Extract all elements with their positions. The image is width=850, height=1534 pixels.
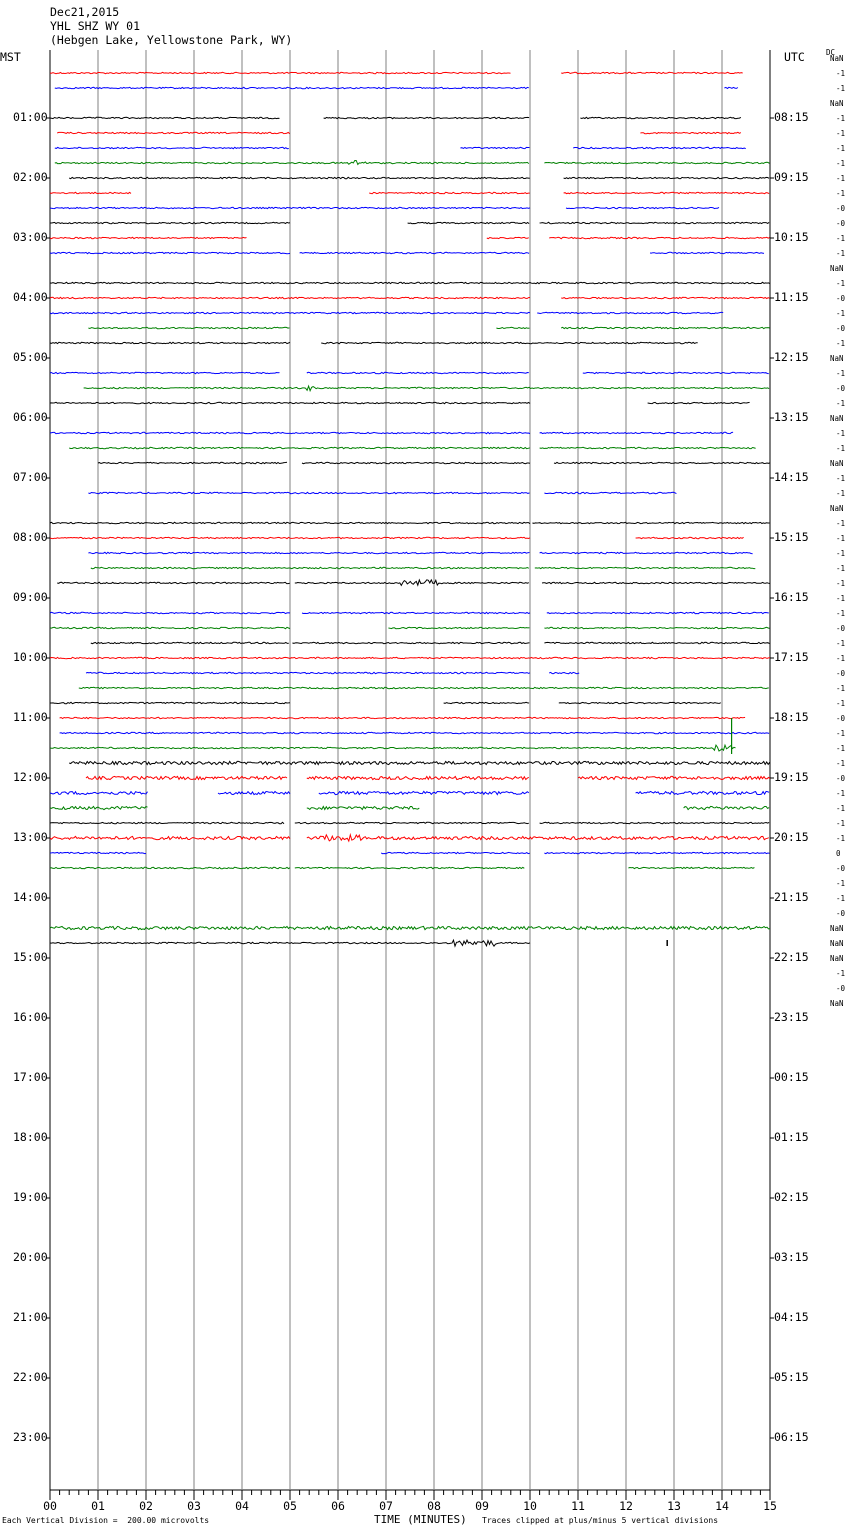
dc-offset-value: -1	[836, 549, 846, 558]
x-tick-label: 01	[91, 1499, 105, 1513]
trace-segment	[69, 177, 530, 178]
trace-segment	[50, 342, 290, 343]
x-tick-label: 11	[571, 1499, 585, 1513]
dc-offset-value: -1	[836, 174, 846, 183]
trace-segment	[561, 297, 770, 298]
mst-axis-title: MST	[0, 50, 21, 64]
utc-hour-label: 06:15	[774, 1430, 809, 1444]
dc-offset-value: -1	[836, 114, 846, 123]
utc-hour-label: 10:15	[774, 230, 809, 244]
station-code: YHL SHZ WY 01	[50, 19, 141, 33]
trace-segment	[60, 717, 746, 718]
trace-segment	[302, 462, 530, 463]
dc-offset-value: -0	[836, 384, 846, 393]
dc-offset-value: -1	[836, 69, 846, 78]
dc-offset-value: -1	[836, 744, 846, 753]
x-tick-label: 12	[619, 1499, 633, 1513]
trace-segment	[559, 702, 721, 703]
trace-segment	[532, 522, 769, 523]
mst-hour-label: 05:00	[13, 350, 48, 364]
dc-offset-value: -1	[836, 894, 846, 903]
trace-segment	[636, 537, 744, 538]
x-tick-label: 14	[715, 1499, 729, 1513]
trace-segment	[50, 222, 290, 223]
trace-segment	[295, 867, 525, 868]
trace-segment	[544, 492, 676, 493]
mst-hour-label: 21:00	[13, 1310, 48, 1324]
dc-offset-value: -0	[836, 669, 846, 678]
dc-offset-value: -0	[836, 984, 846, 993]
dc-column-title: DC	[826, 48, 836, 57]
dc-offset-value: -1	[836, 609, 846, 618]
trace-segment	[650, 252, 764, 253]
trace-segment	[79, 687, 769, 688]
dc-offset-value: -1	[836, 129, 846, 138]
dc-offset-value: -1	[836, 579, 846, 588]
mst-hour-label: 20:00	[13, 1250, 48, 1264]
utc-hour-label: 19:15	[774, 770, 809, 784]
trace-segment	[86, 776, 287, 779]
dc-offset-value: -1	[836, 594, 846, 603]
dc-offset-value: -1	[836, 804, 846, 813]
x-tick-label: 13	[667, 1499, 681, 1513]
trace-segment	[319, 791, 529, 794]
mst-hour-label: 23:00	[13, 1430, 48, 1444]
scale-note: Each Vertical Division = 200.00 microvolts	[2, 1516, 210, 1525]
dc-offset-value: -1	[836, 699, 846, 708]
station-location: (Hebgen Lake, Yellowstone Park, WY)	[50, 33, 293, 47]
mst-hour-label: 13:00	[13, 830, 48, 844]
utc-hour-label: 12:15	[774, 350, 809, 364]
mst-hour-label: 01:00	[13, 110, 48, 124]
dc-offset-value: -1	[836, 234, 846, 243]
dc-offset-value: NaN	[830, 459, 844, 468]
trace-segment	[388, 627, 529, 628]
dc-offset-value: -1	[836, 369, 846, 378]
trace-segment	[91, 642, 289, 643]
dc-offset-value: -1	[836, 654, 846, 663]
mst-hour-label: 14:00	[13, 890, 48, 904]
dc-offset-value: -1	[836, 879, 846, 888]
trace-segment	[549, 237, 770, 238]
trace-segment	[564, 177, 770, 178]
dc-offset-value: -1	[836, 684, 846, 693]
utc-hour-label: 20:15	[774, 830, 809, 844]
trace-segment	[381, 852, 530, 853]
mst-hour-label: 18:00	[13, 1130, 48, 1144]
trace-segment	[98, 462, 287, 463]
trace-segment	[292, 642, 529, 643]
trace-segment	[724, 87, 738, 88]
trace-segment	[88, 327, 289, 328]
dc-offset-value: -0	[836, 909, 846, 918]
dc-offset-value: NaN	[830, 954, 844, 963]
trace-segment	[55, 161, 529, 165]
dc-offset-value: -1	[836, 399, 846, 408]
trace-segment	[50, 836, 290, 839]
dc-offset-value: -1	[836, 279, 846, 288]
dc-offset-value: -0	[836, 864, 846, 873]
x-tick-label: 10	[523, 1499, 537, 1513]
dc-offset-value: -1	[836, 144, 846, 153]
dc-offset-value: -0	[836, 204, 846, 213]
trace-segment	[302, 612, 530, 613]
trace-segment	[549, 672, 579, 673]
mst-hour-label: 15:00	[13, 950, 48, 964]
dc-offset-value: NaN	[830, 264, 844, 273]
trace-segment	[218, 792, 290, 795]
mst-hour-label: 07:00	[13, 470, 48, 484]
utc-hour-label: 04:15	[774, 1310, 809, 1324]
x-tick-label: 04	[235, 1499, 249, 1513]
trace-segment	[50, 117, 280, 118]
trace-segment	[50, 657, 770, 658]
trace-segment	[307, 372, 529, 373]
dc-offset-value: -1	[836, 189, 846, 198]
trace-segment	[540, 432, 734, 433]
dc-offset-value: -0	[836, 714, 846, 723]
utc-hour-label: 17:15	[774, 650, 809, 664]
x-tick-label: 02	[139, 1499, 153, 1513]
trace-segment	[564, 192, 770, 193]
dc-offset-value: -1	[836, 444, 846, 453]
utc-hour-label: 21:15	[774, 890, 809, 904]
trace-segment	[50, 926, 770, 929]
trace-segment	[57, 132, 290, 133]
mst-hour-label: 17:00	[13, 1070, 48, 1084]
x-tick-label: 09	[475, 1499, 489, 1513]
trace-segment	[540, 822, 770, 823]
trace-segment	[50, 372, 280, 373]
mst-hour-label: 09:00	[13, 590, 48, 604]
dc-offset-value: NaN	[830, 354, 844, 363]
trace-segment	[50, 822, 284, 823]
trace-segment	[300, 252, 529, 253]
trace-segment	[580, 117, 741, 118]
dc-offset-value: -1	[836, 789, 846, 798]
utc-hour-label: 05:15	[774, 1370, 809, 1384]
dc-offset-value: NaN	[830, 504, 844, 513]
dc-offset-value: NaN	[830, 99, 844, 108]
trace-segment	[60, 732, 770, 733]
utc-hour-label: 14:15	[774, 470, 809, 484]
trace-segment	[583, 372, 769, 373]
utc-hour-label: 18:15	[774, 710, 809, 724]
dc-offset-value: -1	[836, 249, 846, 258]
dc-offset-value: -1	[836, 159, 846, 168]
trace-segment	[84, 386, 770, 391]
utc-hour-label: 03:15	[774, 1250, 809, 1264]
mst-hour-label: 08:00	[13, 530, 48, 544]
trace-segment	[50, 702, 290, 703]
dc-offset-value: NaN	[830, 924, 844, 933]
trace-segment	[566, 207, 719, 208]
trace-segment	[648, 402, 750, 403]
trace-segment	[55, 87, 529, 88]
trace-segment	[55, 147, 289, 148]
trace-segment	[88, 492, 529, 493]
mst-hour-label: 04:00	[13, 290, 48, 304]
utc-hour-label: 16:15	[774, 590, 809, 604]
dc-offset-value: NaN	[830, 999, 844, 1008]
trace-segment	[50, 745, 736, 751]
trace-segment	[50, 806, 148, 809]
trace-segment	[307, 835, 769, 841]
dc-offset-value: NaN	[830, 939, 844, 948]
x-tick-label: 00	[43, 1499, 57, 1513]
trace-segment	[561, 327, 770, 328]
dc-offset-value: -1	[836, 759, 846, 768]
trace-segment	[69, 447, 530, 448]
trace-segment	[540, 222, 770, 223]
dc-offset-value: -1	[836, 429, 846, 438]
utc-hour-label: 00:15	[774, 1070, 809, 1084]
trace-segment	[496, 327, 529, 328]
trace-segment	[540, 447, 756, 448]
dc-offset-value: -0	[836, 219, 846, 228]
mst-hour-label: 06:00	[13, 410, 48, 424]
trace-segment	[321, 342, 698, 343]
utc-hour-label: 08:15	[774, 110, 809, 124]
trace-segment	[561, 72, 743, 73]
trace-segment	[628, 867, 754, 868]
utc-axis-title: UTC	[784, 50, 805, 64]
trace-segment	[50, 252, 290, 253]
trace-segment	[537, 312, 723, 313]
x-tick-label: 03	[187, 1499, 201, 1513]
trace-segment	[636, 791, 770, 794]
x-tick-label: 06	[331, 1499, 345, 1513]
chart-date: Dec21,2015	[50, 5, 120, 19]
trace-segment	[444, 702, 529, 703]
dc-offset-value: 0	[836, 849, 841, 858]
trace-segment	[324, 117, 529, 118]
trace-segment	[295, 822, 529, 823]
dc-offset-value: -1	[836, 729, 846, 738]
mst-hour-label: 12:00	[13, 770, 48, 784]
trace-segment	[487, 237, 529, 238]
clip-note: Traces clipped at plus/minus 5 vertical divisions	[482, 1516, 719, 1525]
trace-segment	[408, 222, 529, 223]
dc-offset-value: -0	[836, 324, 846, 333]
x-tick-label: 07	[379, 1499, 393, 1513]
mst-hour-label: 11:00	[13, 710, 48, 724]
trace-segment	[50, 192, 131, 193]
trace-segment	[57, 582, 290, 583]
trace-segment	[547, 612, 769, 613]
x-tick-label: 15	[763, 1499, 777, 1513]
trace-segment	[86, 672, 530, 673]
trace-segment	[91, 567, 529, 568]
trace-segment	[50, 792, 148, 795]
dc-offset-value: -1	[836, 534, 846, 543]
trace-segment	[307, 776, 529, 779]
mst-hour-label: 22:00	[13, 1370, 48, 1384]
x-tick-label: 05	[283, 1499, 297, 1513]
trace-segment	[50, 237, 247, 238]
trace-segment	[69, 761, 770, 764]
mst-hour-label: 03:00	[13, 230, 48, 244]
trace-segment	[684, 806, 770, 809]
dc-offset-value: -1	[836, 564, 846, 573]
mst-hour-label: 19:00	[13, 1190, 48, 1204]
utc-hour-label: 01:15	[774, 1130, 809, 1144]
trace-segment	[50, 627, 290, 628]
trace-segment	[50, 282, 770, 283]
trace-segment	[50, 867, 290, 868]
utc-hour-label: 02:15	[774, 1190, 809, 1204]
dc-offset-value: -1	[836, 639, 846, 648]
dc-offset-value: -1	[836, 474, 846, 483]
trace-segment	[540, 552, 753, 553]
dc-offset-value: -1	[836, 339, 846, 348]
dc-offset-value: -0	[836, 294, 846, 303]
utc-hour-label: 15:15	[774, 530, 809, 544]
dc-offset-value: -1	[836, 519, 846, 528]
trace-segment	[88, 552, 529, 553]
trace-segment	[573, 147, 746, 148]
dc-offset-value: -1	[836, 489, 846, 498]
trace-segment	[50, 72, 511, 73]
dc-offset-value: -1	[836, 309, 846, 318]
dc-offset-value: -0	[836, 774, 846, 783]
trace-segment	[460, 147, 529, 148]
dc-offset-value: -1	[836, 819, 846, 828]
dc-offset-value: -1	[836, 834, 846, 843]
dc-offset-value: NaN	[830, 54, 844, 63]
trace-segment	[369, 192, 530, 193]
x-tick-label: 08	[427, 1499, 441, 1513]
trace-segment	[554, 462, 770, 463]
utc-hour-label: 13:15	[774, 410, 809, 424]
mst-hour-label: 02:00	[13, 170, 48, 184]
mst-hour-label: 16:00	[13, 1010, 48, 1024]
trace-segment	[50, 612, 290, 613]
utc-hour-label: 09:15	[774, 170, 809, 184]
utc-hour-label: 23:15	[774, 1010, 809, 1024]
mst-hour-label: 10:00	[13, 650, 48, 664]
trace-segment	[542, 582, 770, 583]
utc-hour-label: 22:15	[774, 950, 809, 964]
dc-offset-value: -1	[836, 969, 846, 978]
trace-segment	[640, 132, 741, 133]
dc-offset-value: -1	[836, 84, 846, 93]
trace-segment	[295, 580, 529, 586]
trace-segment	[307, 807, 420, 810]
x-axis-label: TIME (MINUTES)	[374, 1513, 467, 1526]
dc-offset-value: -0	[836, 624, 846, 633]
dc-offset-value: NaN	[830, 414, 844, 423]
utc-hour-label: 11:15	[774, 290, 809, 304]
